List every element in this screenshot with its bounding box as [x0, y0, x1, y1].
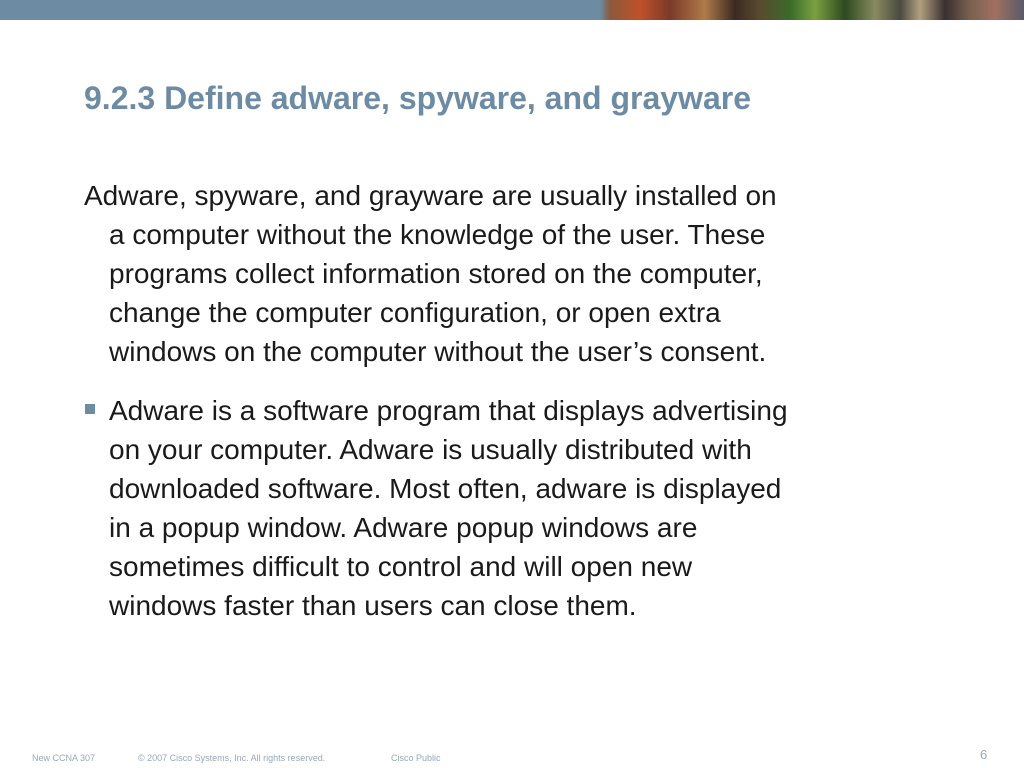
- header-photo-strip: [600, 0, 1024, 20]
- adware-bullet-paragraph: [84, 391, 954, 625]
- footer-copyright: © 2007 Cisco Systems, Inc. All rights reserved.: [138, 753, 326, 763]
- intro-line: a computer without the knowledge of the user. These: [109, 219, 766, 250]
- intro-line: change the computer configuration, or open extra: [109, 297, 721, 328]
- intro-line: Adware, spyware, and grayware are usually installed on: [84, 180, 777, 211]
- intro-paragraph: [84, 176, 954, 371]
- bullet-line: on your computer. Adware is usually distributed with: [109, 434, 752, 465]
- bullet-line: Adware is a software program that displays advertising: [109, 395, 788, 426]
- bullet-line: in a popup window. Adware popup windows are: [109, 512, 698, 543]
- bullet-line: windows faster than users can close them.: [109, 590, 637, 621]
- footer-course: New CCNA 307: [32, 753, 96, 763]
- intro-line: programs collect information stored on the computer,: [109, 258, 763, 289]
- intro-line: windows on the computer without the user’s consent.: [109, 336, 767, 367]
- footer-classification: Cisco Public: [391, 753, 441, 763]
- bullet-line: sometimes difficult to control and will open new: [109, 551, 693, 582]
- slide-title: 9.2.3 Define adware, spyware, and grayware: [84, 80, 751, 116]
- page-number: 6: [980, 747, 988, 762]
- bullet-line: downloaded software. Most often, adware is displayed: [109, 473, 782, 504]
